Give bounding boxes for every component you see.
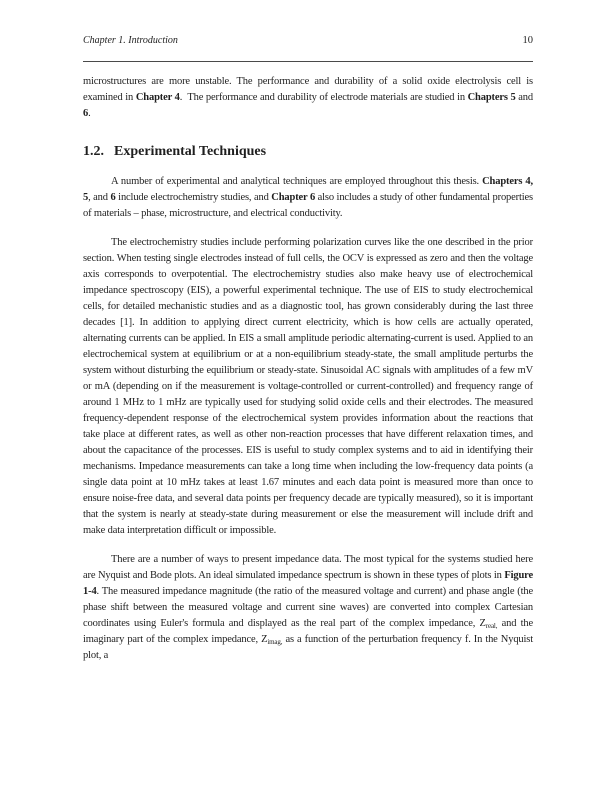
text-run: and: [515, 92, 534, 103]
running-header-title: Chapter 1. Introduction: [83, 35, 178, 46]
text-run: real,: [485, 622, 498, 630]
text-run: A number of experimental and analytical techniques are employed throughout this thesis.: [111, 176, 483, 187]
page-header: [83, 35, 533, 46]
paragraph: [83, 174, 533, 222]
text-run: imag,: [267, 638, 283, 646]
document-body: [83, 74, 533, 677]
text-run: also includes a study of other fundamental properties of materials – phase, microstructure, and electrical conductivity.: [83, 192, 533, 219]
paragraph: [83, 235, 533, 539]
text-run: and the imaginary part of the complex impedance, Z: [83, 618, 533, 645]
paragraph: [83, 552, 533, 664]
text-run: . The measured impedance magnitude (the ratio of the measured voltage and current) and phase angle (the phase shift between the measured voltage and current sine waves) are converted into complex Cartesian coordinates using Euler's formula and displayed as the real part of the complex impedance, Z: [83, 586, 533, 629]
text-run: Figure 1-4: [83, 570, 533, 597]
text-run: The electrochemistry studies include performing polarization curves like the one described in the prior section. When testing single electrodes instead of full cells, the OCV is expressed as zero and then the voltage axis corresponds to overpotential. The electrochemistry studies also make heavy use of electrochemical impedance spectroscopy (EIS), a powerful experimental technique. The use of EIS to study electrochemical cells, for detailed mechanistic studies and as a diagnostic tool, has grown considerably during the last three decades [1]. In addition to applying direct current electricity, which is how cells are actually operated, alternating currents can be applied. In EIS a small amplitude periodic alternating-current is used. Applied to an electrochemical system at equilibrium or at a non-equilibrium steady-state, the small amplitude perturbs the system without disturbing the equilibrium or steady-state. Sinusoidal AC signals with amplitudes of a few mV or mA (depending on if the measurement is voltage-controlled or current-controlled) and frequency range of around 1 MHz to 1 mHz are typically used for studying solid oxide cells and their electrodes. The measured frequency-dependent response of the electrochemical system provides information about the reactions that take place at different rates, as well as other non-reaction processes that have different relaxation times, and about the capacitance of the processes. EIS is useful to study complex systems and to aid in identifying their mechanisms. Impedance measurements can take a long time when including the low-frequency data points (a single data point at 10 mHz takes at least 1.67 minutes and each data point is measured more than once to ensure noise-free data, and several data points per frequency decade are typically measured), so it is important that the system is nearly at steady-state during measurement or else the measurement will include drift and make data interpretation difficult or impossible.: [83, 237, 533, 536]
text-run: 6: [83, 108, 89, 119]
text-run: microstructures are more unstable. The performance and durability of a solid oxide electrolysis cell is examined in: [83, 76, 533, 103]
page-number: 10: [522, 35, 533, 46]
paragraph: [83, 74, 533, 122]
section-heading: [83, 143, 533, 161]
text-run: include electrochemistry studies, and: [115, 192, 272, 203]
text-run: Chapter 4: [135, 92, 180, 103]
section-title: Experimental Techniques: [114, 144, 267, 159]
text-run: , and: [88, 192, 111, 203]
text-run: 6: [110, 192, 116, 203]
text-run: . The performance and durability of electrode materials are studied in: [179, 92, 468, 103]
text-run: Chapter 6: [271, 192, 316, 203]
text-run: as a function of the perturbation frequency f. In the Nyquist plot, a: [83, 634, 533, 661]
text-run: .: [88, 108, 91, 119]
header-rule: [83, 61, 533, 62]
text-run: Chapters 4, 5: [83, 176, 533, 203]
text-run: Chapters 5: [467, 92, 516, 103]
section-number: 1.2.: [83, 144, 104, 159]
text-run: There are a number of ways to present impedance data. The most typical for the systems studied here are Nyquist and Bode plots. An ideal simulated impedance spectrum is shown in these types of plots in: [83, 554, 533, 581]
